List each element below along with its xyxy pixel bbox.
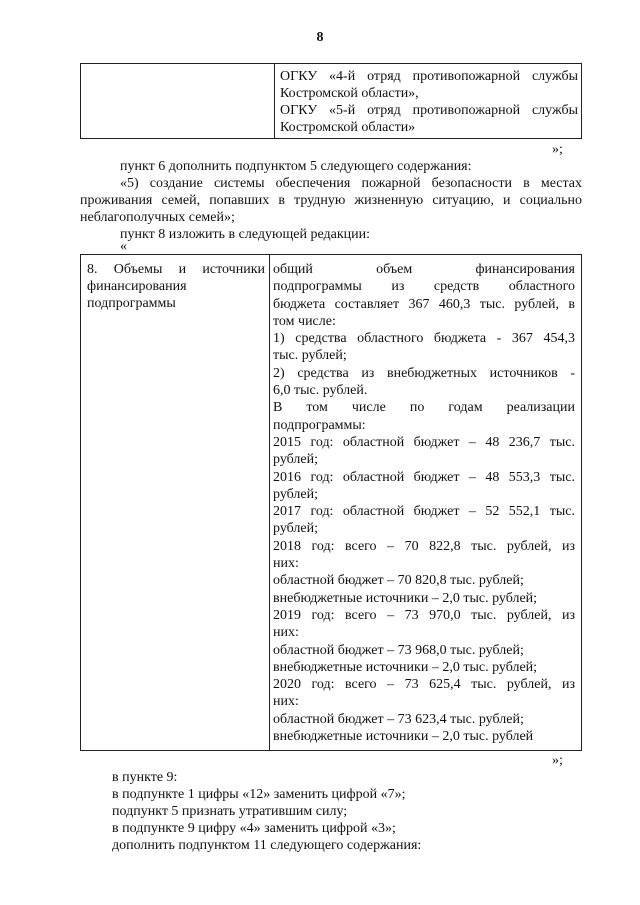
table-line: 2018 год: всего – 70 822,8 тыс. рублей, из (273, 538, 575, 554)
table-line: подпрограммы: (273, 417, 366, 433)
paragraph: в подпункте 1 цифры «12» заменить цифрой «7»; (112, 787, 406, 802)
table-line: внебюджетные источники – 2,0 тыс. рублей; (273, 659, 538, 675)
table-line: них: (273, 694, 299, 710)
table-line: 6,0 тыс. рублей. (273, 383, 368, 399)
table-line: 1) средства областного бюджета - 367 454,3 (273, 331, 575, 347)
table-line: ОГКУ «5-й отряд противопожарной службы (280, 103, 578, 118)
table-line: бюджета составляет 367 460,3 тыс. рублей, в (273, 296, 575, 312)
table-line: 2) средства из внебюджетных источников - (273, 365, 575, 381)
table-line: подпрограммы (87, 296, 176, 311)
table-line: них: (273, 556, 299, 572)
table-line: ОГКУ «4-й отряд противопожарной службы (280, 69, 578, 84)
close-quote: »; (552, 142, 563, 157)
table-line: внебюджетные источники – 2,0 тыс. рублей (273, 729, 534, 745)
paragraph: «5) создание системы обеспечения пожарной безопасности в местах проживания семей, попавших в трудную жизненную ситуацию, и социально неблагополучных семей»; (80, 176, 582, 225)
table-line: тыс. рублей; (273, 348, 347, 364)
page-number: 8 (316, 30, 324, 45)
table-line: общий объем финансирования (273, 262, 575, 277)
table-line: областной бюджет – 73 623,4 тыс. рублей; (273, 711, 524, 727)
table-line: рублей; (273, 452, 318, 468)
table-line: Костромской области» (280, 120, 416, 135)
table-top-right-cell (280, 68, 578, 136)
table-divider (274, 64, 275, 138)
table-line: подпрограммы из средств областного (273, 279, 575, 295)
table-line: 2020 год: всего – 73 625,4 тыс. рублей, из (273, 677, 575, 693)
table-line: внебюджетные источники – 2,0 тыс. рублей; (273, 590, 538, 606)
table-top (80, 63, 582, 139)
paragraph: в пункте 9: (112, 770, 178, 785)
table-line: областной бюджет – 70 820,8 тыс. рублей; (273, 573, 524, 589)
table-line: том числе: (273, 313, 336, 329)
table-financing-right-cell (273, 261, 575, 745)
table-line: них: (273, 625, 299, 641)
paragraph: дополнить подпунктом 11 следующего содержания: (112, 838, 422, 853)
table-line: 2015 год: областной бюджет – 48 236,7 тыс. (273, 434, 575, 450)
table-financing-left-cell (87, 261, 265, 312)
paragraph: подпункт 5 признать утратившим силу; (112, 804, 348, 819)
table-financing (80, 254, 582, 751)
table-line: рублей; (273, 486, 318, 502)
table-line: 2017 год: областной бюджет – 52 552,1 тыс. (273, 504, 575, 520)
table-line: Костромской области», (280, 86, 419, 101)
paragraph: в подпункте 9 цифру «4» заменить цифрой «3»; (112, 821, 396, 836)
open-quote: « (120, 239, 127, 254)
table-line: рублей; (273, 521, 318, 537)
paragraph: пункт 6 дополнить подпунктом 5 следующего содержания: (120, 159, 472, 174)
paragraph: пункт 8 изложить в следующей редакции: (120, 227, 370, 242)
table-line: финансирования (87, 279, 187, 294)
table-line: 2016 год: областной бюджет – 48 553,3 тыс. (273, 469, 575, 485)
table-line: В том числе по годам реализации (273, 400, 575, 416)
table-divider (269, 255, 270, 750)
table-line: 8. Объемы и источники (87, 262, 265, 277)
table-line: 2019 год: всего – 73 970,0 тыс. рублей, из (273, 607, 575, 623)
table-line: областной бюджет – 73 968,0 тыс. рублей; (273, 642, 524, 658)
close-quote: »; (552, 753, 563, 768)
